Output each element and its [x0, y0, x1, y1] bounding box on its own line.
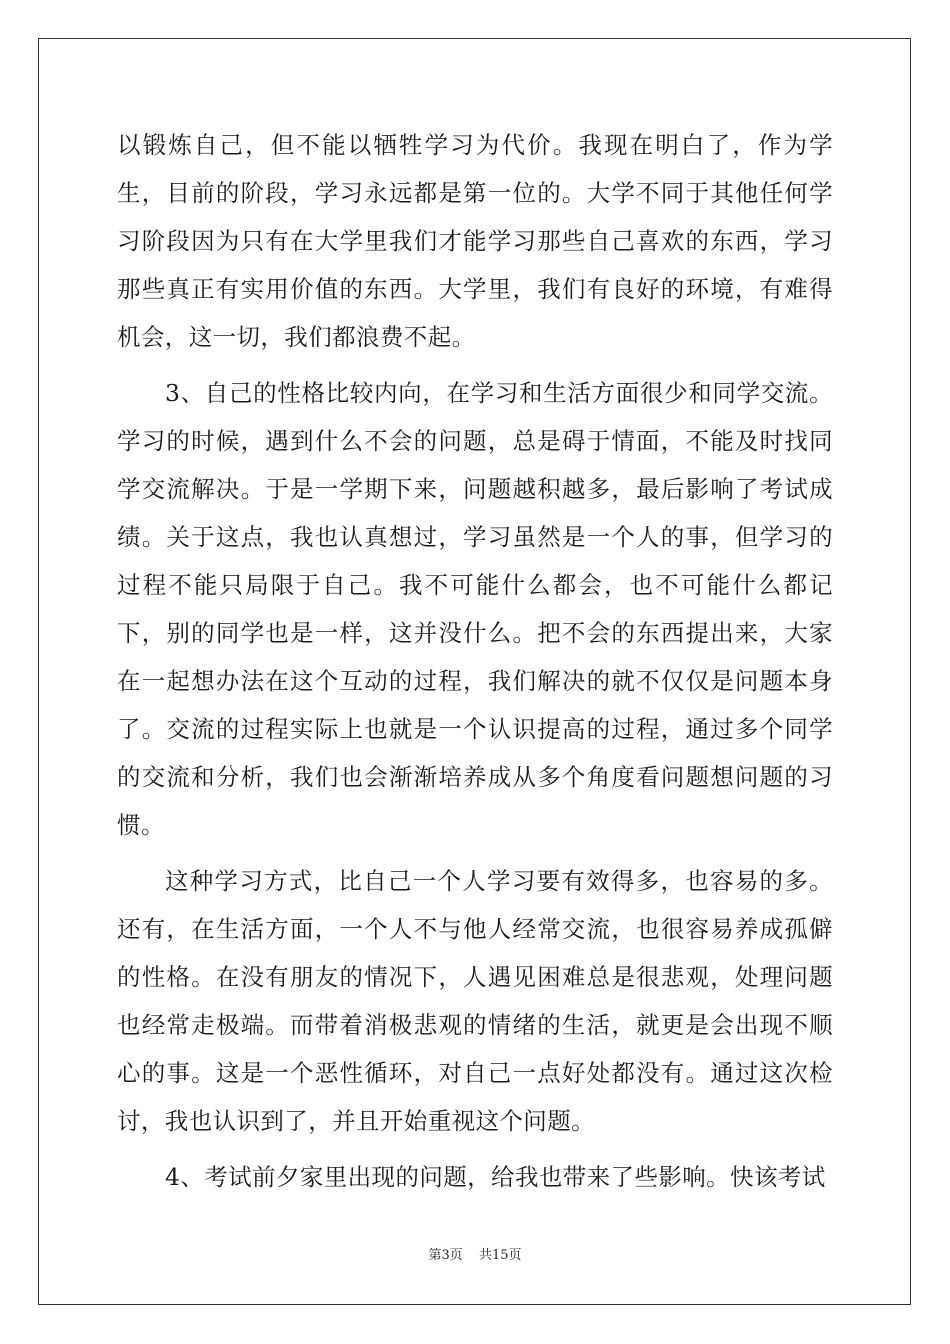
paragraph-1: 以锻炼自己，但不能以牺牲学习为代价。我现在明白了，作为学生，目前的阶段，学习永远都是第一位的。大学不同于其他任何学习阶段因为只有在大学里我们才能学习那些自己喜欢的东西，学习那些真正有实用价值的东西。大学里，我们有良好的环境，有难得机会，这一切，我们都浪费不起。: [117, 131, 833, 351]
document-body: [117, 121, 833, 1209]
paragraph-4: 4、考试前夕家里出现的问题，给我也带来了些影响。快该考试: [165, 1163, 826, 1191]
page-total: 共15页: [478, 1248, 522, 1263]
page-number: 第3页: [428, 1248, 463, 1263]
paragraph-2: 3、自己的性格比较内向，在学习和生活方面很少和同学交流。学习的时候，遇到什么不会的问题，总是碍于情面，不能及时找同学交流解决。于是一学期下来，问题越积越多，最后影响了考试成绩。关于这点，我也认真想过，学习虽然是一个人的事，但学习的过程不能只局限于自己。我不可能什么都会，也不可能什么都记下，别的同学也是一样，这并没什么。把不会的东西提出来，大家在一起想办法在这个互动的过程，我们解决的就不仅仅是问题本身了。交流的过程实际上也就是一个认识提高的过程，通过多个同学的交流和分析，我们也会渐渐培养成从多个角度看问题想问题的习惯。: [117, 379, 833, 839]
page-footer: [0, 1244, 950, 1263]
paragraph-3: 这种学习方式，比自己一个人学习要有效得多，也容易的多。还有，在生活方面，一个人不与他人经常交流，也很容易养成孤僻的性格。在没有朋友的情况下，人遇见困难总是很悲观，处理问题也经常走极端。而带着消极悲观的情绪的生活，就更是会出现不顺心的事。这是一个恶性循环，对自己一点好处都没有。通过这次检讨，我也认识到了，并且开始重视这个问题。: [117, 867, 833, 1135]
